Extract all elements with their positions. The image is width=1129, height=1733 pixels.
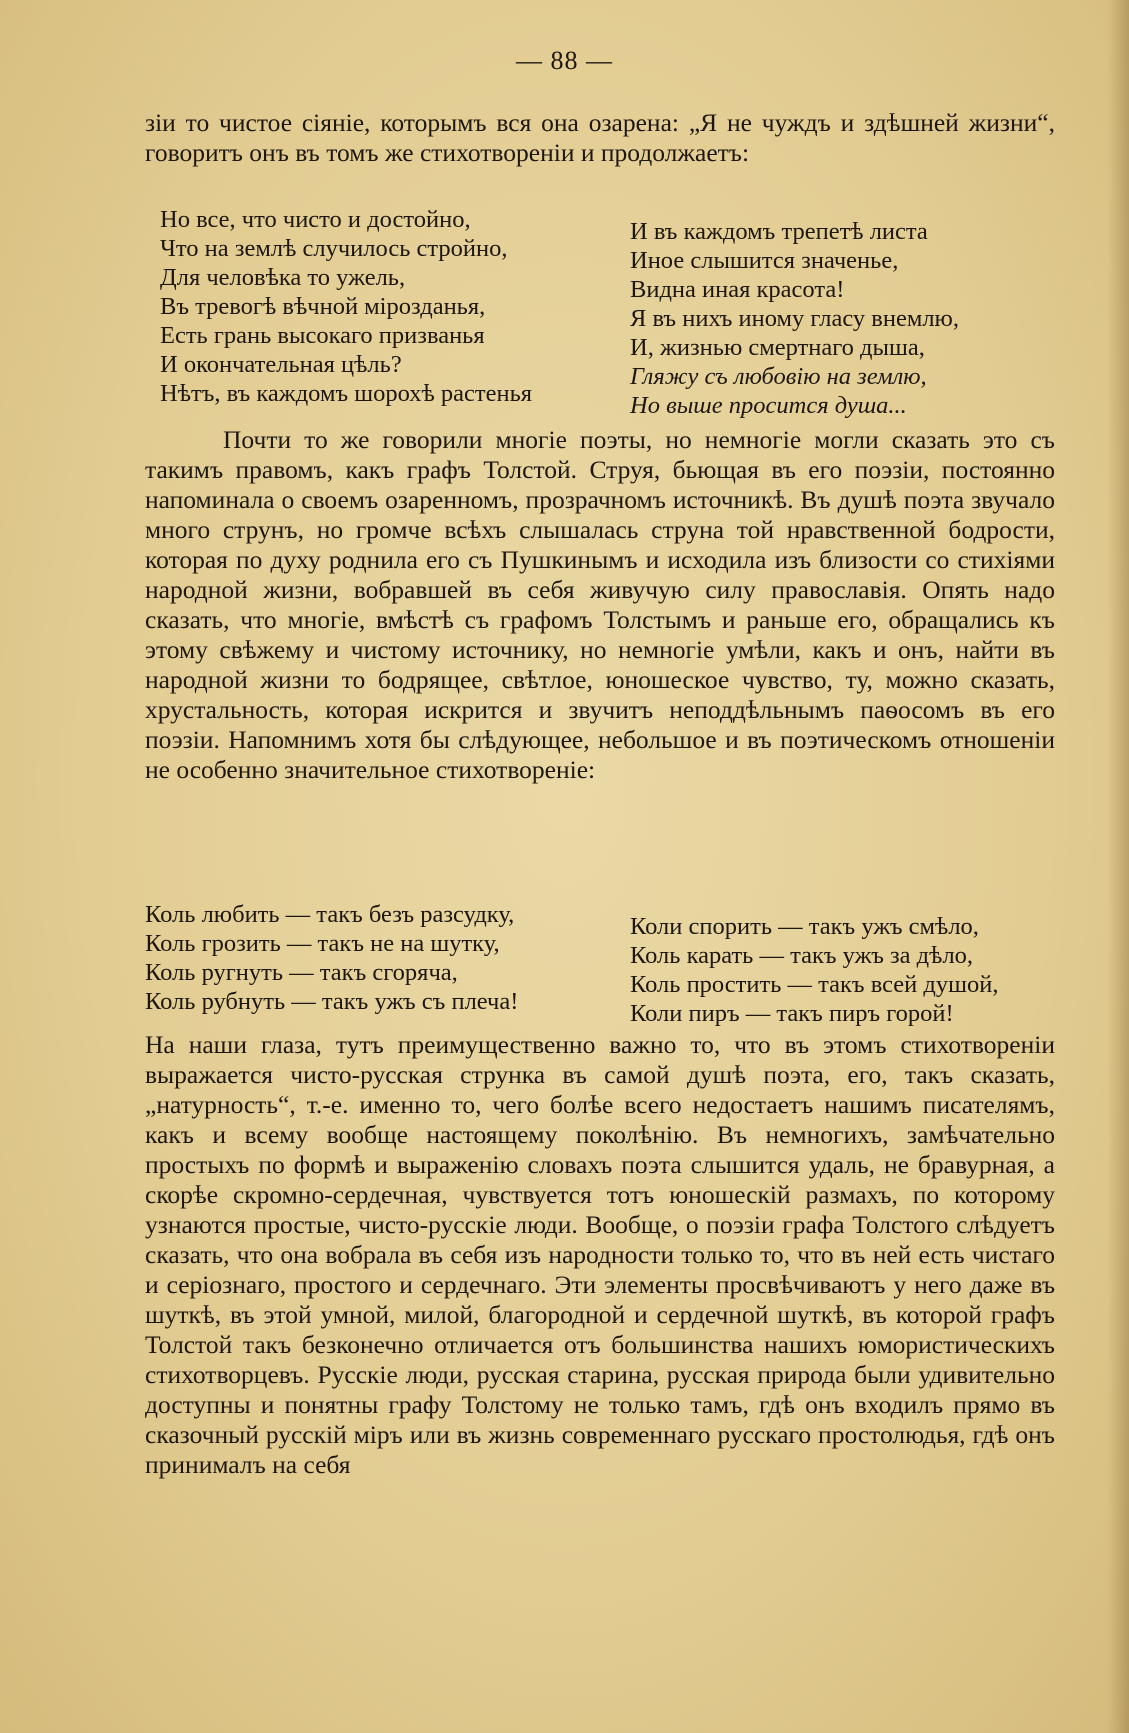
poem-line: Для человѣка то ужель, [160, 264, 406, 291]
poem-line: Но все, что чисто и достойно, [160, 206, 471, 233]
poem-line: Въ тревогѣ вѣчной мірозданья, [160, 293, 486, 320]
paragraph-3-block [145, 1030, 1055, 1480]
paragraph-1-block [145, 108, 1055, 168]
page-number: — 88 — [516, 46, 613, 75]
paragraph-2-block [145, 425, 1055, 785]
poem-line: Коль простить — такъ всей душой, [630, 971, 999, 998]
poem-line: Коли спорить — такъ ужъ смѣло, [630, 913, 979, 940]
poem-line-italic: Но выше просится душа... [630, 392, 907, 419]
poem-line: Коль любить — такъ безъ разсудку, [145, 901, 515, 928]
poem-2-right-column [615, 900, 1055, 1028]
poem-2 [145, 900, 1055, 1028]
poem-line: И въ каждомъ трепетѣ листа [630, 218, 928, 245]
poem-line: И окончательная цѣль? [160, 351, 402, 378]
poem-line: Коли пиръ — такъ пиръ горой! [630, 1000, 954, 1027]
poem-1-right-column [630, 205, 1070, 420]
poem-line: Я въ нихъ иному гласу внемлю, [630, 305, 959, 332]
poem-line: Есть грань высокаго призванья [160, 322, 485, 349]
poem-line: Нѣтъ, въ каждомъ шорохѣ растенья [160, 380, 533, 407]
poem-line: Иное слышится значенье, [630, 247, 899, 274]
poem-line: Коль ругнуть — такъ сгоряча, [145, 959, 458, 986]
poem-line: Коль рубнуть — такъ ужъ съ плеча! [145, 988, 519, 1015]
poem-line: Видна иная красота! [630, 276, 845, 303]
poem-line: Коль карать — такъ ужъ за дѣло, [630, 942, 974, 969]
paragraph-3: На наши глаза, тутъ преимущественно важно то, что въ этомъ стихотвореніи выражается чисто-русская струнка въ самой душѣ поэта, его, такъ сказать, „натурность“, т.-е. именно то, чего болѣе всего недостаетъ нашимъ писателямъ, какъ и всему вообще настоящему поколѣнію. Въ немногихъ, замѣчательно простыхъ по формѣ и выраженію словахъ поэта слышится удаль, не бравурная, а скорѣе скромно-сердечная, чувствуется тотъ юношескій размахъ, по которому узнаются простые, чисто-русскіе люди. Вообще, о поэзіи графа Толстого слѣдуетъ сказать, что она вобрала въ себя изъ народности только то, что въ ней есть чистаго и серіознаго, простого и сердечнаго. Эти элементы просвѣчиваютъ у него даже въ шуткѣ, въ этой умной, милой, благородной и сердечной шуткѣ, въ которой графъ Толстой такъ безконечно отличается отъ большинства нашихъ юмористическихъ стихотворцевъ. Русскіе люди, русская старина, русская природа были удивительно доступны и понятны графу Толстому не только тамъ, гдѣ онъ входилъ прямо въ сказочный русскій міръ или въ жизнь современнаго русскаго простолюдья, гдѣ онъ принималъ на себя [145, 1030, 1055, 1479]
poem-1-left-column [160, 205, 630, 420]
poem-line: И, жизнью смертнаго дыша, [630, 334, 925, 361]
poem-line: Что на землѣ случилось стройно, [160, 235, 508, 262]
poem-line: Коль грозить — такъ не на шутку, [145, 930, 500, 957]
poem-line-italic: Гляжу съ любовію на землю, [630, 363, 927, 390]
poem-1 [160, 205, 1070, 420]
paragraph-1: зіи то чистое сіяніе, которымъ вся она озарена: „Я не чуждъ и здѣшней жизни“, говоритъ онъ въ томъ же стихотвореніи и продолжаетъ: [145, 108, 1055, 167]
poem-2-left-column [145, 900, 615, 1028]
paragraph-2: Почти то же говорили многіе поэты, но немногіе могли сказать это съ такимъ правомъ, какъ графъ Толстой. Струя, бьющая въ его поэзіи, постоянно напоминала о своемъ озаренномъ, прозрачномъ источникѣ. Въ душѣ поэта звучало много струнъ, но громче всѣхъ слышалась струна той нравственной бодрости, которая по духу роднила его съ Пушкинымъ и исходила изъ близости со стихіями народной жизни, вобравшей въ себя живучую силу православія. Опять надо сказать, что многіе, вмѣстѣ съ графомъ Толстымъ и раньше его, обращались къ этому свѣжему и чистому источнику, но немногіе умѣли, какъ и онъ, найти въ народной жизни то бодрящее, свѣтлое, юношеское чувство, ту, можно сказать, хрустальность, которая искрится и звучитъ неподдѣльнымъ паѳосомъ въ его поэзіи. Напомнимъ хотя бы слѣдующее, небольшое и въ поэтическомъ отношеніи не особенно значительное стихотвореніе: [145, 425, 1055, 784]
